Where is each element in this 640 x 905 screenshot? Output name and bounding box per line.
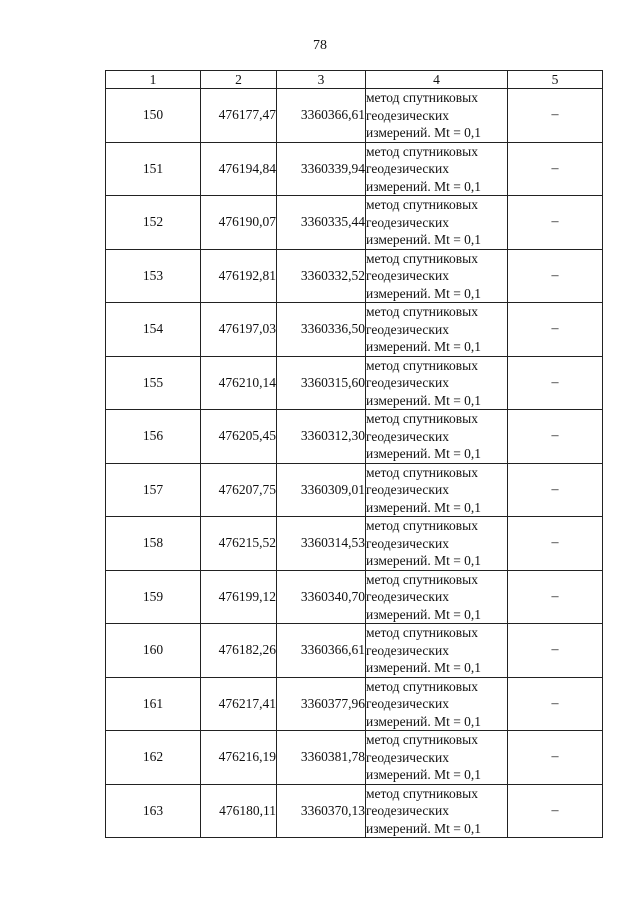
- table-row: [106, 624, 603, 678]
- x-coordinate-cell: 476197,03: [201, 303, 277, 357]
- coordinates-table: [105, 70, 603, 838]
- method-line: измерений. Mt = 0,1: [366, 125, 482, 140]
- note-cell: –: [508, 517, 603, 571]
- method-line: измерений. Mt = 0,1: [366, 820, 482, 836]
- method-line: измерений. Mt = 0,1: [366, 392, 482, 408]
- table-row: [106, 731, 603, 785]
- note-cell: –: [508, 677, 603, 731]
- table-row: [106, 142, 603, 196]
- note-cell: –: [508, 624, 603, 678]
- header-col-4: 4: [366, 71, 508, 89]
- method-line: измерений. Mt = 0,1: [366, 339, 482, 354]
- note-cell: –: [508, 570, 603, 624]
- method-line: геодезических: [366, 161, 449, 176]
- method-cell: [366, 784, 508, 838]
- point-number-cell: 157: [106, 463, 201, 517]
- method-cell: [366, 303, 508, 357]
- table-row: [106, 196, 603, 250]
- point-number-cell: 161: [106, 677, 201, 731]
- y-coordinate-cell: 3360312,30: [277, 410, 366, 464]
- x-coordinate-cell: 476205,45: [201, 410, 277, 464]
- y-coordinate-cell: 3360366,61: [277, 89, 366, 143]
- table-row: [106, 89, 603, 143]
- y-coordinate-cell: 3360377,96: [277, 677, 366, 731]
- point-number-cell: 156: [106, 410, 201, 464]
- y-coordinate-cell: 3360335,44: [277, 196, 366, 250]
- method-line: метод спутниковых: [366, 143, 478, 159]
- point-number-cell: 160: [106, 624, 201, 678]
- table-row: [106, 303, 603, 357]
- method-line: геодезических: [366, 803, 449, 818]
- method-line: геодезических: [366, 696, 449, 711]
- note-cell: –: [508, 303, 603, 357]
- method-line: геодезических: [366, 321, 449, 337]
- table-row: [106, 356, 603, 410]
- method-line: геодезических: [366, 642, 449, 658]
- method-line: геодезических: [366, 749, 449, 765]
- table-row: [106, 570, 603, 624]
- method-line: измерений. Mt = 0,1: [366, 285, 482, 301]
- y-coordinate-cell: 3360381,78: [277, 731, 366, 785]
- table-row: [106, 677, 603, 731]
- y-coordinate-cell: 3360314,53: [277, 517, 366, 571]
- method-line: измерений. Mt = 0,1: [366, 553, 482, 568]
- method-cell: [366, 142, 508, 196]
- y-coordinate-cell: 3360332,52: [277, 249, 366, 303]
- point-number-cell: 154: [106, 303, 201, 357]
- method-line: геодезических: [366, 375, 449, 390]
- method-line: измерений. Mt = 0,1: [366, 232, 482, 247]
- y-coordinate-cell: 3360370,13: [277, 784, 366, 838]
- header-col-1: 1: [106, 71, 201, 89]
- method-line: метод спутниковых: [366, 250, 478, 266]
- method-line: метод спутниковых: [366, 625, 478, 640]
- x-coordinate-cell: 476199,12: [201, 570, 277, 624]
- header-row: [106, 71, 603, 89]
- point-number-cell: 153: [106, 249, 201, 303]
- y-coordinate-cell: 3360336,50: [277, 303, 366, 357]
- table-row: [106, 517, 603, 571]
- method-line: метод спутниковых: [366, 518, 478, 533]
- point-number-cell: 163: [106, 784, 201, 838]
- method-cell: [366, 463, 508, 517]
- method-line: метод спутниковых: [366, 678, 478, 694]
- x-coordinate-cell: 476182,26: [201, 624, 277, 678]
- note-cell: –: [508, 784, 603, 838]
- x-coordinate-cell: 476217,41: [201, 677, 277, 731]
- x-coordinate-cell: 476177,47: [201, 89, 277, 143]
- method-cell: [366, 624, 508, 678]
- method-cell: [366, 89, 508, 143]
- method-cell: [366, 731, 508, 785]
- point-number-cell: 155: [106, 356, 201, 410]
- method-cell: [366, 249, 508, 303]
- x-coordinate-cell: 476192,81: [201, 249, 277, 303]
- method-line: измерений. Mt = 0,1: [366, 446, 482, 461]
- y-coordinate-cell: 3360339,94: [277, 142, 366, 196]
- table-row: [106, 784, 603, 838]
- method-cell: [366, 570, 508, 624]
- table-header: [106, 71, 603, 89]
- point-number-cell: 162: [106, 731, 201, 785]
- x-coordinate-cell: 476190,07: [201, 196, 277, 250]
- method-cell: [366, 196, 508, 250]
- method-line: метод спутниковых: [366, 304, 478, 319]
- point-number-cell: 158: [106, 517, 201, 571]
- method-cell: [366, 410, 508, 464]
- y-coordinate-cell: 3360366,61: [277, 624, 366, 678]
- point-number-cell: 152: [106, 196, 201, 250]
- method-line: геодезических: [366, 589, 449, 604]
- method-line: метод спутниковых: [366, 357, 478, 373]
- method-line: измерений. Mt = 0,1: [366, 767, 482, 782]
- method-line: измерений. Mt = 0,1: [366, 660, 482, 675]
- method-line: геодезических: [366, 482, 449, 497]
- x-coordinate-cell: 476180,11: [201, 784, 277, 838]
- method-line: метод спутниковых: [366, 197, 478, 212]
- method-line: геодезических: [366, 214, 449, 230]
- x-coordinate-cell: 476194,84: [201, 142, 277, 196]
- x-coordinate-cell: 476210,14: [201, 356, 277, 410]
- method-line: геодезических: [366, 535, 449, 551]
- y-coordinate-cell: 3360309,01: [277, 463, 366, 517]
- method-line: измерений. Mt = 0,1: [366, 499, 482, 515]
- method-line: метод спутниковых: [366, 571, 478, 587]
- header-col-5: 5: [508, 71, 603, 89]
- header-col-3: 3: [277, 71, 366, 89]
- page-number: 78: [313, 38, 327, 53]
- method-line: геодезических: [366, 107, 449, 123]
- method-line: геодезических: [366, 428, 449, 444]
- method-line: измерений. Mt = 0,1: [366, 606, 482, 622]
- note-cell: –: [508, 731, 603, 785]
- y-coordinate-cell: 3360340,70: [277, 570, 366, 624]
- note-cell: –: [508, 196, 603, 250]
- method-line: метод спутниковых: [366, 411, 478, 426]
- method-line: метод спутниковых: [366, 90, 478, 105]
- method-cell: [366, 356, 508, 410]
- note-cell: –: [508, 89, 603, 143]
- method-cell: [366, 517, 508, 571]
- table-row: [106, 410, 603, 464]
- point-number-cell: 159: [106, 570, 201, 624]
- x-coordinate-cell: 476207,75: [201, 463, 277, 517]
- y-coordinate-cell: 3360315,60: [277, 356, 366, 410]
- note-cell: –: [508, 142, 603, 196]
- x-coordinate-cell: 476216,19: [201, 731, 277, 785]
- table-body: [106, 89, 603, 838]
- point-number-cell: 151: [106, 142, 201, 196]
- method-cell: [366, 677, 508, 731]
- point-number-cell: 150: [106, 89, 201, 143]
- note-cell: –: [508, 410, 603, 464]
- x-coordinate-cell: 476215,52: [201, 517, 277, 571]
- note-cell: –: [508, 463, 603, 517]
- table-row: [106, 463, 603, 517]
- method-line: метод спутниковых: [366, 464, 478, 480]
- method-line: измерений. Mt = 0,1: [366, 178, 482, 194]
- table-row: [106, 249, 603, 303]
- method-line: измерений. Mt = 0,1: [366, 713, 482, 729]
- method-line: метод спутниковых: [366, 732, 478, 747]
- method-line: метод спутниковых: [366, 785, 478, 801]
- note-cell: –: [508, 356, 603, 410]
- note-cell: –: [508, 249, 603, 303]
- header-col-2: 2: [201, 71, 277, 89]
- method-line: геодезических: [366, 268, 449, 283]
